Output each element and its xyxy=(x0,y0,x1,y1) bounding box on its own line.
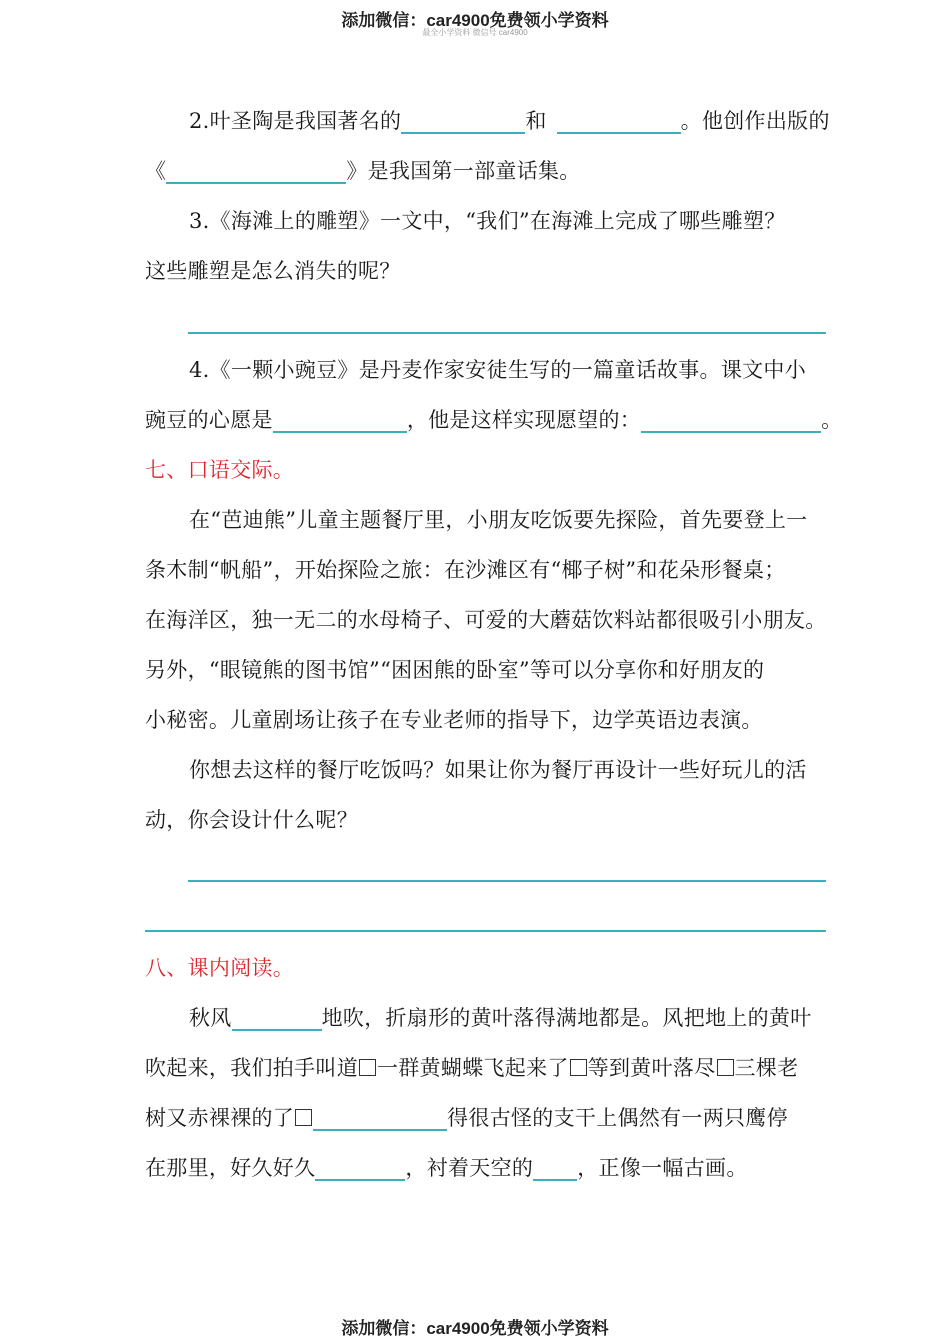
punctuation-box[interactable] xyxy=(717,1059,734,1076)
question-4-line-1: 4.《一颗小豌豆》是丹麦作家安徒生写的一篇童话故事。课文中小 xyxy=(189,358,807,382)
section-7-heading: 七、口语交际。 xyxy=(145,458,295,482)
watermark-subtitle: 最全小学资料 微信号 car4900 xyxy=(422,28,528,37)
q4-text-b: ，他是这样实现愿望的： xyxy=(406,408,642,432)
punctuation-box[interactable] xyxy=(359,1059,376,1076)
question-2-line-2 xyxy=(145,152,835,190)
q2-text-c: 。他创作出版的 xyxy=(680,109,830,133)
s7-answer-line-2[interactable] xyxy=(145,930,826,932)
q2-text-d: 《 xyxy=(145,159,167,183)
question-4-line-2 xyxy=(145,401,843,439)
q3-answer-line[interactable] xyxy=(188,332,826,334)
s8-text: 得很古怪的支干上偶然有一两只鹰停 xyxy=(447,1106,788,1130)
s8-text: ，衬着天空的 xyxy=(405,1156,534,1180)
s8-blank-1[interactable] xyxy=(232,1003,322,1031)
q2-text-b: 和 xyxy=(525,109,547,133)
s7-paragraph-line: 条木制“帆船”，开始探险之旅：在沙滩区有“椰子树”和花朵形餐桌； xyxy=(145,558,786,582)
s7-paragraph-line: 在“芭迪熊”儿童主题餐厅里，小朋友吃饭要先探险，首先要登上一 xyxy=(189,508,808,532)
s8-text: ，正像一幅古画。 xyxy=(577,1156,748,1180)
s8-blank-2[interactable] xyxy=(313,1103,447,1131)
s7-question-line: 动，你会设计什么呢？ xyxy=(145,808,358,832)
watermark-bottom: 添加微信：car4900免费领小学资料 xyxy=(341,1319,609,1338)
q2-blank-book[interactable] xyxy=(166,156,346,184)
watermark-top: 添加微信：car4900免费领小学资料 xyxy=(341,11,609,30)
s8-blank-3[interactable] xyxy=(315,1153,405,1181)
s8-text: 吹起来，我们拍手叫道 xyxy=(145,1056,358,1080)
q2-blank-1[interactable] xyxy=(401,106,525,134)
s8-text: 在那里，好久好久 xyxy=(145,1156,316,1180)
s7-answer-line-1[interactable] xyxy=(188,880,826,882)
section-8-heading: 八、课内阅读。 xyxy=(145,956,295,980)
q2-blank-2[interactable] xyxy=(557,106,681,134)
q4-blank-how[interactable] xyxy=(641,405,821,433)
q2-text-e: 》是我国第一部童话集。 xyxy=(346,159,581,183)
s7-paragraph-line: 另外，“眼镜熊的图书馆”“困困熊的卧室”等可以分享你和好朋友的 xyxy=(145,658,765,682)
s8-blank-4[interactable] xyxy=(533,1153,577,1181)
s8-line-2 xyxy=(145,1049,835,1087)
q4-blank-wish[interactable] xyxy=(273,405,407,433)
s8-text: 地吹，折扇形的黄叶落得满地都是。风把地上的黄叶 xyxy=(321,1006,812,1030)
q2-text-a: 2.叶圣陶是我国著名的 xyxy=(189,109,402,133)
punctuation-box[interactable] xyxy=(570,1059,587,1076)
s8-line-1 xyxy=(145,999,879,1037)
question-3-line-1: 3.《海滩上的雕塑》一文中，“我们”在海滩上完成了哪些雕塑？ xyxy=(189,209,786,233)
question-3-line-2: 这些雕塑是怎么消失的呢？ xyxy=(145,259,401,283)
s8-text: 树又赤裸裸的了 xyxy=(145,1106,295,1130)
s8-text: 一群黄蝴蝶飞起来了 xyxy=(377,1056,569,1080)
s7-paragraph-line: 在海洋区，独一无二的水母椅子、可爱的大蘑菇饮料站都很吸引小朋友。 xyxy=(145,608,827,632)
s8-text: 秋风 xyxy=(189,1006,232,1030)
s7-paragraph-line: 小秘密。儿童剧场让孩子在专业老师的指导下，边学英语边表演。 xyxy=(145,708,763,732)
q4-text-a: 豌豆的心愿是 xyxy=(145,408,273,432)
s8-text: 三棵老 xyxy=(734,1056,799,1080)
s8-text: 等到黄叶落尽 xyxy=(587,1056,716,1080)
s8-line-3 xyxy=(145,1099,835,1137)
punctuation-box[interactable] xyxy=(295,1109,312,1126)
s7-question-line: 你想去这样的餐厅吃饭吗？如果让你为餐厅再设计一些好玩儿的活 xyxy=(189,758,807,782)
question-2-line-1 xyxy=(145,102,879,140)
s8-line-4 xyxy=(145,1149,835,1187)
q4-text-c: 。 xyxy=(821,408,843,432)
